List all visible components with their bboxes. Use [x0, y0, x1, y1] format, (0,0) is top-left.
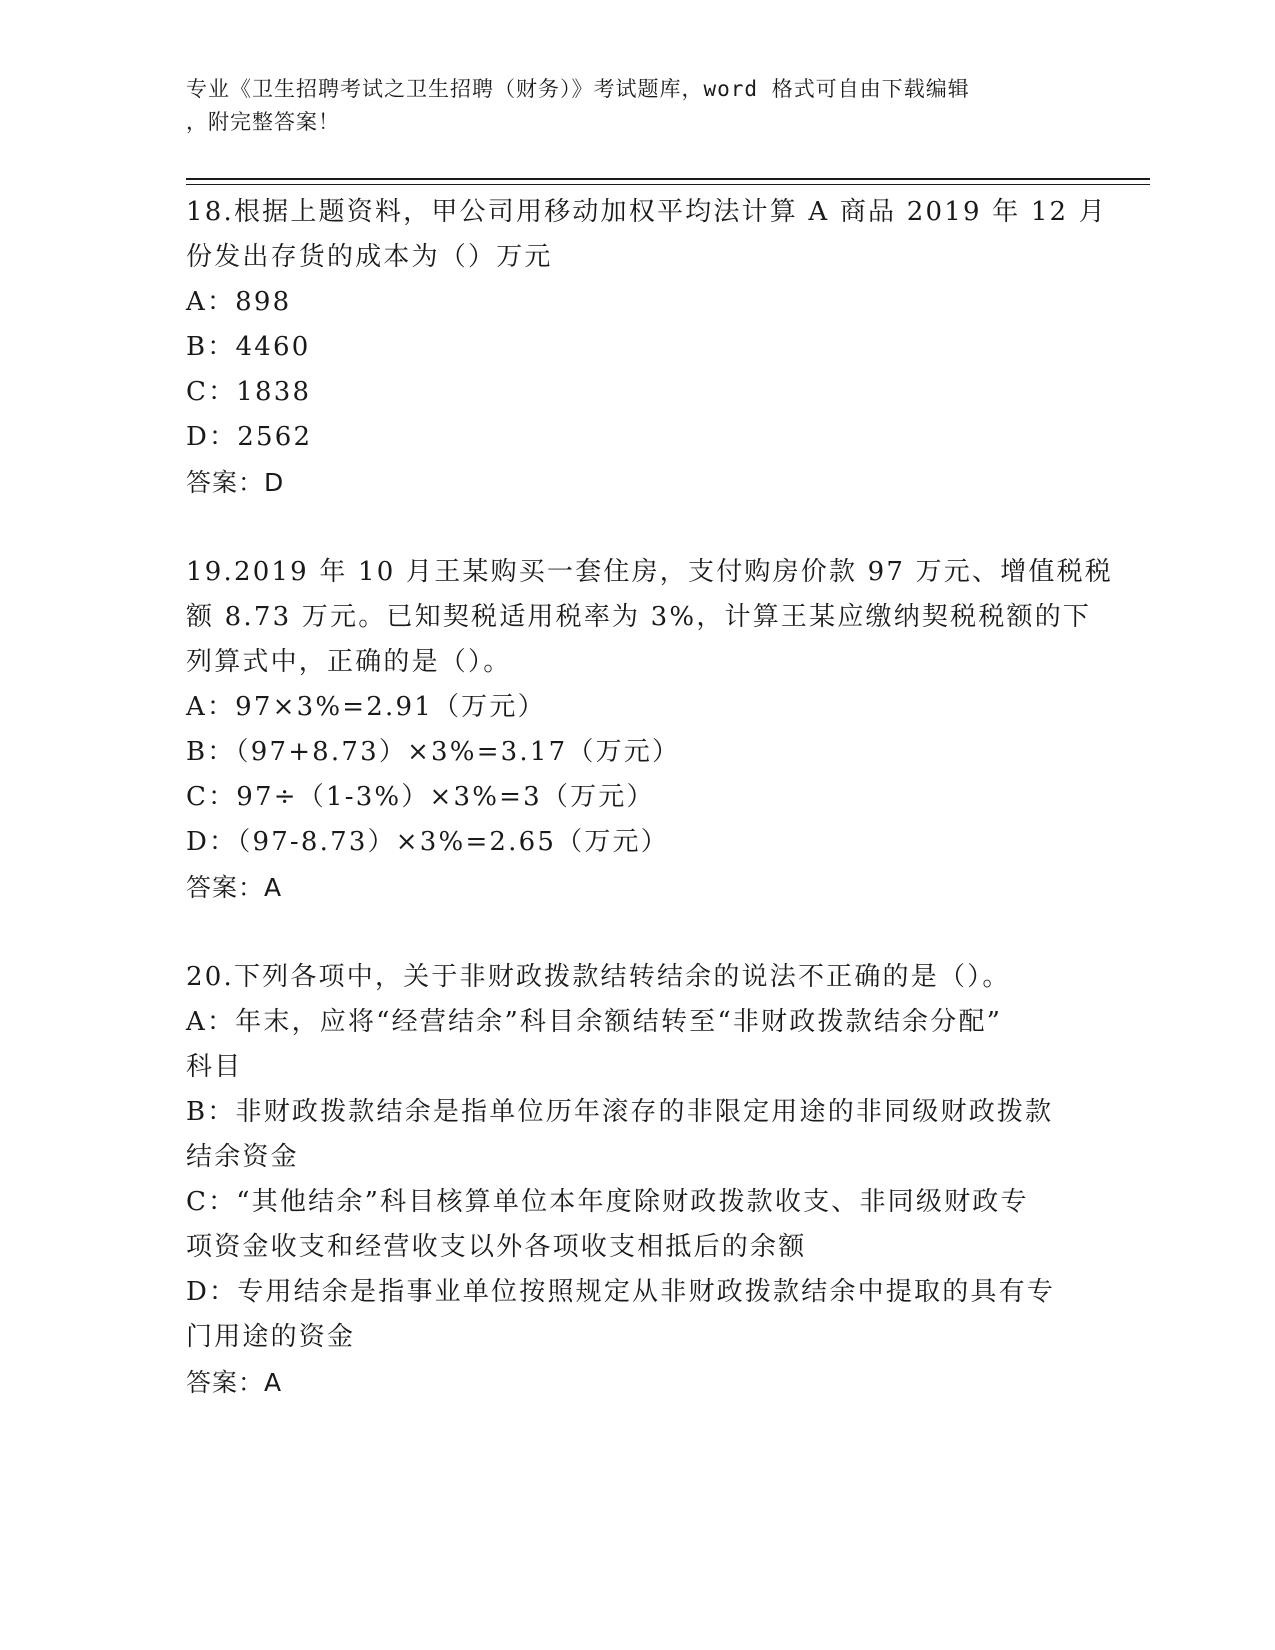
option-c: C：“其他结余”科目核算单位本年度除财政拨款收支、非同级财政专 — [186, 1187, 1029, 1217]
option-d: D：（97-8.73）×3%=2.65（万元） — [186, 827, 669, 857]
question-stem: 份发出存货的成本为（）万元 — [186, 242, 553, 272]
header-divider-thin — [186, 184, 1150, 185]
question-stem: 19.2019 年 10 月王某购买一套住房，支付购房价款 97 万元、增值税税 — [186, 557, 1114, 587]
question-stem: 列算式中，正确的是（）。 — [186, 647, 512, 677]
option-a: A：97×3%=2.91（万元） — [186, 692, 546, 722]
option-a: A：年末，应将“经营结余”科目余额结转至“非财政拨款结余分配” — [186, 1007, 1003, 1037]
answer-label: 答案：D — [186, 468, 285, 497]
header-line: 专业《卫生招聘考试之卫生招聘（财务）》考试题库，word 格式可自由下载编辑 — [186, 77, 970, 101]
answer-label: 答案：A — [186, 1368, 283, 1397]
answer-label: 答案：A — [186, 873, 283, 902]
document-header — [186, 73, 1066, 139]
option-b: B：非财政拨款结余是指单位历年滚存的非限定用途的非同级财政拨款 — [186, 1097, 1054, 1127]
question-stem: 18.根据上题资料，甲公司用移动加权平均法计算 A 商品 2019 年 12 月 — [186, 197, 1107, 227]
option-b: B：（97+8.73）×3%=3.17（万元） — [186, 737, 681, 767]
option-a-continued: 科目 — [186, 1052, 243, 1082]
question-19 — [186, 550, 1114, 910]
question-stem: 额 8.73 万元。已知契税适用税率为 3%，计算王某应缴纳契税税额的下 — [186, 602, 1092, 632]
question-list — [186, 190, 1114, 1405]
question-18 — [186, 190, 1107, 505]
option-c-continued: 项资金收支和经营收支以外各项收支相抵后的余额 — [186, 1232, 807, 1262]
header-line: ，附完整答案！ — [186, 110, 340, 134]
question-stem: 20.下列各项中，关于非财政拨款结转结余的说法不正确的是（）。 — [186, 962, 1011, 992]
header-divider-thick — [186, 178, 1150, 180]
option-b: B：4460 — [186, 332, 311, 362]
option-b-continued: 结余资金 — [186, 1142, 299, 1172]
option-d: D：2562 — [186, 422, 313, 452]
question-20 — [186, 955, 1086, 1405]
option-d-continued: 门用途的资金 — [186, 1322, 356, 1352]
option-c: C：97÷（1-3%）×3%=3（万元） — [186, 782, 655, 812]
option-c: C：1838 — [186, 377, 312, 407]
option-d: D：专用结余是指事业单位按照规定从非财政拨款结余中提取的具有专 — [186, 1277, 1056, 1307]
option-a: A：898 — [186, 287, 292, 317]
